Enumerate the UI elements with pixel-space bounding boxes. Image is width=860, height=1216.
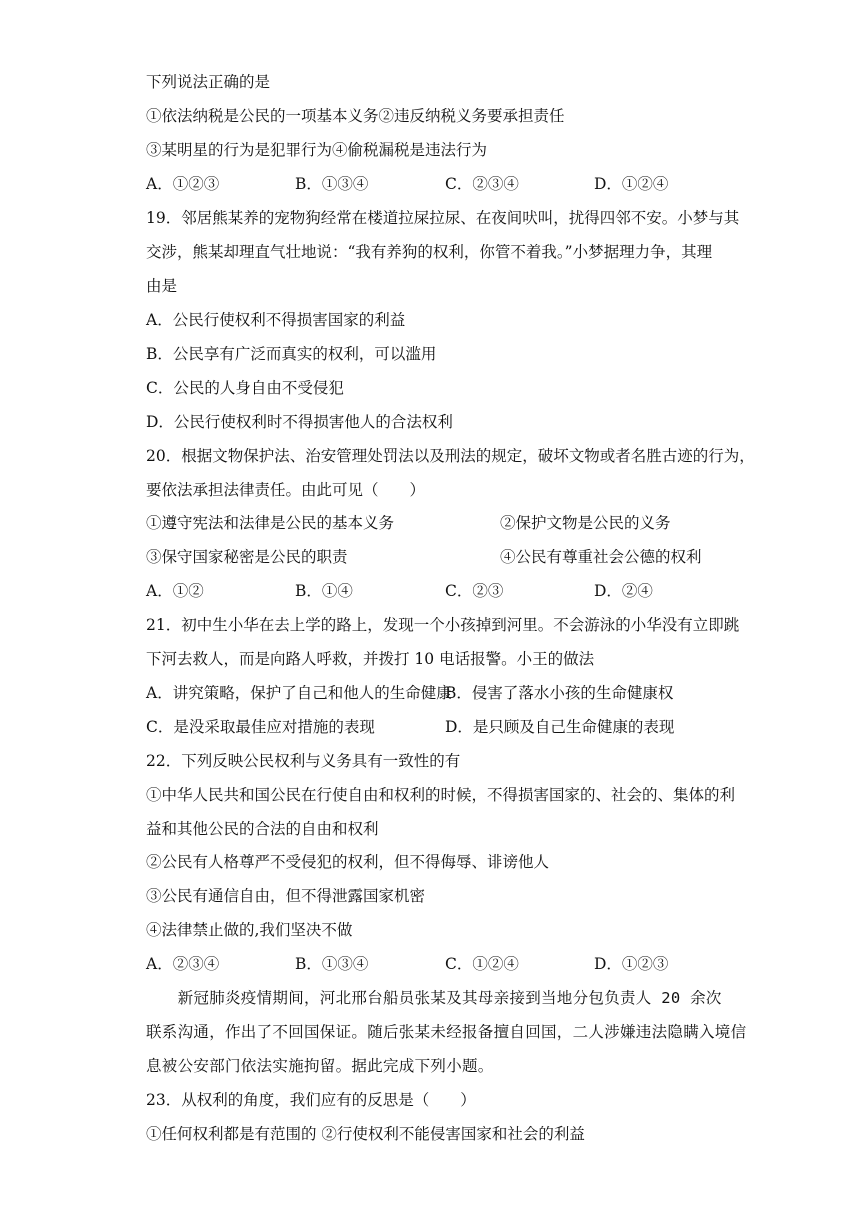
q20-option-c: C．②③ [445, 582, 504, 600]
q18-statement-2: ③某明星的行为是犯罪行为④偷税漏税是违法行为 [146, 141, 488, 159]
q20-stem-line-1: 20．根据文物保护法、治安管理处罚法以及刑法的规定，破坏文物或者名胜古迹的行为， [146, 447, 755, 465]
q18-option-d: D．①②④ [594, 175, 669, 193]
q18-option-a: A．①②③ [146, 175, 220, 193]
q19-stem-line-3: 由是 [146, 277, 178, 295]
q22-statement-3: ③公民有通信自由，但不得泄露国家机密 [146, 887, 426, 905]
q20-stem-line-2: 要依法承担法律责任。由此可见（ ） [146, 481, 426, 499]
q21-option-c: C．是没采取最佳应对措施的表现 [146, 718, 375, 736]
q21-option-b: B．侵害了落水小孩的生命健康权 [445, 684, 674, 702]
q22-option-b: B．①③④ [295, 955, 369, 973]
q20-option-a: A．①② [146, 582, 204, 600]
q20-statement-3: ③保守国家秘密是公民的职责 [146, 548, 348, 566]
q21-option-a: A．讲究策略，保护了自己和他人的生命健康 [146, 684, 452, 702]
q19-option-b: B．公民享有广泛而真实的权利，可以滥用 [146, 345, 437, 363]
q19-option-a: A．公民行使权利不得损害国家的利益 [146, 311, 406, 329]
q21-option-d: D．是只顾及自己生命健康的表现 [445, 718, 675, 736]
q22-stem: 22．下列反映公民权利与义务具有一致性的有 [146, 752, 461, 770]
q20-statement-2: ②保护文物是公民的义务 [500, 514, 671, 532]
q23-stem: 23．从权利的角度，我们应有的反思是（ ） [146, 1091, 476, 1109]
q19-option-d: D．公民行使权利时不得损害他人的合法权利 [146, 413, 453, 431]
q18-stem: 下列说法正确的是 [146, 73, 271, 91]
q18-option-b: B．①③④ [295, 175, 369, 193]
q19-stem-line-2: 交涉，熊某却理直气壮地说：“我有养狗的权利，你管不着我。”小梦据理力争，其理 [146, 243, 713, 261]
q22-statement-2: ②公民有人格尊严不受侵犯的权利，但不得侮辱、诽谤他人 [146, 853, 550, 871]
q18-statement-1: ①依法纳税是公民的一项基本义务②违反纳税义务要承担责任 [146, 107, 565, 125]
q18-option-c: C．②③④ [445, 175, 519, 193]
q21-stem-line-2: 下河去救人，而是向路人呼救，并拨打 10 电话报警。小王的做法 [146, 650, 595, 668]
q22-option-c: C．①②④ [445, 955, 519, 973]
q22-option-a: A．②③④ [146, 955, 220, 973]
passage-line-3: 息被公安部门依法实施拘留。据此完成下列小题。 [146, 1057, 494, 1075]
q22-statement-1-line-1: ①中华人民共和国公民在行使自由和权利的时候，不得损害国家的、社会的、集体的利 [146, 786, 736, 804]
q22-option-d: D．①②③ [594, 955, 669, 973]
q23-statement-1: ①任何权利都是有范围的 ②行使权利不能侵害国家和社会的利益 [146, 1125, 585, 1143]
q21-stem-line-1: 21．初中生小华在去上学的路上，发现一个小孩掉到河里。不会游泳的小华没有立即跳 [146, 616, 740, 634]
q20-statement-4: ④公民有尊重社会公德的权利 [500, 548, 702, 566]
passage-line-2: 联系沟通，作出了不回国保证。随后张某未经报备擅自回国，二人涉嫌违法隐瞒入境信 [146, 1023, 747, 1041]
q19-stem-line-1: 19．邻居熊某养的宠物狗经常在楼道拉屎拉尿、在夜间吠叫，扰得四邻不安。小梦与其 [146, 209, 740, 227]
passage-line-1: 新冠肺炎疫情期间，河北邢台船员张某及其母亲接到当地分包负责人 20 余次 [146, 989, 722, 1007]
q20-option-d: D．②④ [594, 582, 653, 600]
q22-statement-4: ④法律禁止做的,我们坚决不做 [146, 921, 353, 939]
q22-statement-1-line-2: 益和其他公民的合法的自由和权利 [146, 820, 379, 838]
q19-option-c: C．公民的人身自由不受侵犯 [146, 379, 344, 397]
q20-option-b: B．①④ [295, 582, 353, 600]
q20-statement-1: ①遵守宪法和法律是公民的基本义务 [146, 514, 395, 532]
